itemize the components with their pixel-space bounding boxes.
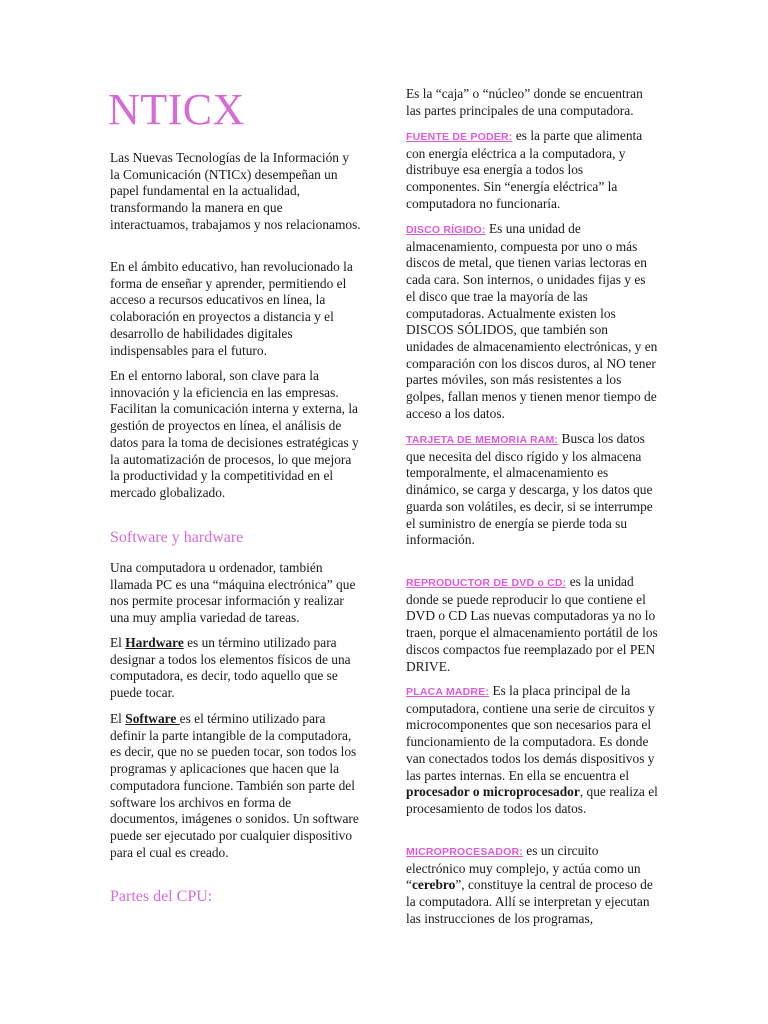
microprocessor-paragraph — [406, 843, 658, 928]
intro-paragraph: Las Nuevas Tecnologías de la Información y la Comunicación (NTICx) desempeñan un papel fundamental en la actualidad, transformando la manera en que interactuamos, trabajamos y nos relacionamos. — [110, 150, 361, 232]
ram-tag: TARJETA DE MEMORIA RAM: — [406, 434, 559, 446]
dvd-tag: REPRODUCTOR DE DVD o CD: — [406, 577, 567, 589]
power-supply-tag: FUENTE DE PODER: — [406, 131, 513, 143]
document-title: NTICX — [108, 85, 245, 134]
hard-disk-tag: DISCO RÍGIDO: — [406, 224, 486, 236]
software-term: Software — [125, 711, 180, 726]
hardware-text: es un término utilizado para designar a todos los elementos físicos de una computadora, es decir, todo aquello que se puede tocar. — [110, 635, 351, 701]
processor-term: procesador o microprocesador — [406, 784, 580, 800]
motherboard-tag: PLACA MADRE: — [406, 686, 490, 698]
hardware-prefix: El — [110, 635, 126, 650]
power-supply-text: es la parte que alimenta con energía eléctrica a la computadora, y distribuye esa energía a todos los componentes. Sin “energía eléctrica” la computadora no funcionaría. — [406, 128, 643, 211]
dvd-paragraph — [406, 574, 658, 675]
work-paragraph: En el entorno laboral, son clave para la innovación y la eficiencia en las empresas. Facilitan la comunicación interna y externa, la gestión de proyectos en línea, el análisis de datos para la toma de decisiones estratégicas y la automatización de procesos, lo que mejora la productividad y la competitividad en el mercado globalizado. — [110, 368, 359, 500]
computer-definition-paragraph: Una computadora u ordenador, también llamada PC es una “máquina electrónica” que nos permite procesar información y realizar una muy amplia variedad de tareas. — [110, 560, 356, 626]
hard-disk-paragraph — [406, 221, 658, 422]
ram-paragraph — [406, 431, 658, 549]
motherboard-paragraph — [406, 683, 658, 818]
software-prefix: El — [110, 711, 126, 726]
hardware-paragraph — [110, 635, 362, 702]
software-paragraph — [110, 711, 362, 861]
cpu-intro-paragraph: Es la “caja” o “núcleo” donde se encuentran las partes principales de una computadora. — [406, 86, 643, 118]
power-supply-paragraph — [406, 128, 658, 213]
motherboard-text: Es la placa principal de la computadora, contiene una serie de circuitos y microcomponentes que son necesarios para el funcionamiento de la computadora. Es donde van conectados todos los demás dispositivos y las partes internas. En ella se encuentra el — [406, 683, 655, 783]
hardware-term: Hardware — [125, 635, 184, 650]
microprocessor-text-end: ”, constituye la central de proceso de la computadora. Allí se interpretan y ejecutan las instrucciones de los programas, — [406, 877, 653, 926]
microprocessor-text: es un circuito electrónico muy complejo, y actúa como un “ — [406, 843, 641, 893]
brain-term: cerebro — [411, 877, 456, 893]
motherboard-text-end: , que realiza el procesamiento de todos los datos. — [406, 784, 658, 816]
software-hardware-heading: Software y hardware — [110, 529, 244, 546]
dvd-text: es la unidad donde se puede reproducir lo que contiene el DVD o CD Las nuevas computadoras ya no lo traen, porque el almacenamiento portátil de los discos compactos fue reemplazado por el PEN DRIVE. — [406, 574, 658, 674]
microprocessor-tag: MICROPROCESADOR: — [406, 846, 523, 858]
hard-disk-text: Es una unidad de almacenamiento, compuesta por uno o más discos de metal, que tienen varias lectoras en cada cara. Son internos, o unidades fijas y es el disco que trae la mayoría de las computadoras. Actualmente existen los DISCOS SÓLIDOS, que también son unidades de almacenamiento electrónicas, y en comparación con los discos duros, al NO tener partes móviles, son más resistentes a los golpes, fallan menos y tienen menor tiempo de acceso a los datos. — [406, 221, 658, 421]
software-text: es el término utilizado para definir la parte intangible de la computadora, es decir, que no se pueden tocar, son todos los programas y aplicaciones que hacen que la computadora funcione. También son parte del software los archivos en forma de documentos, imágenes o sonidos. Un software puede ser ejecutado por cualquier dispositivo para el cual es creado. — [110, 711, 359, 860]
ram-text: Busca los datos que necesita del disco rígido y los almacena temporalmente, el almacenamiento es dinámico, se carga y descarga, y los datos que guarda son volátiles, es decir, si se interrumpe el suministro de energía se pierde toda su información. — [406, 431, 653, 548]
cpu-parts-heading: Partes del CPU: — [110, 888, 213, 905]
education-paragraph: En el ámbito educativo, han revolucionado la forma de enseñar y aprender, permitiendo el acceso a recursos educativos en línea, la colaboración en proyectos a distancia y el desarrollo de habilidades digitales indispensables para el futuro. — [110, 259, 353, 358]
